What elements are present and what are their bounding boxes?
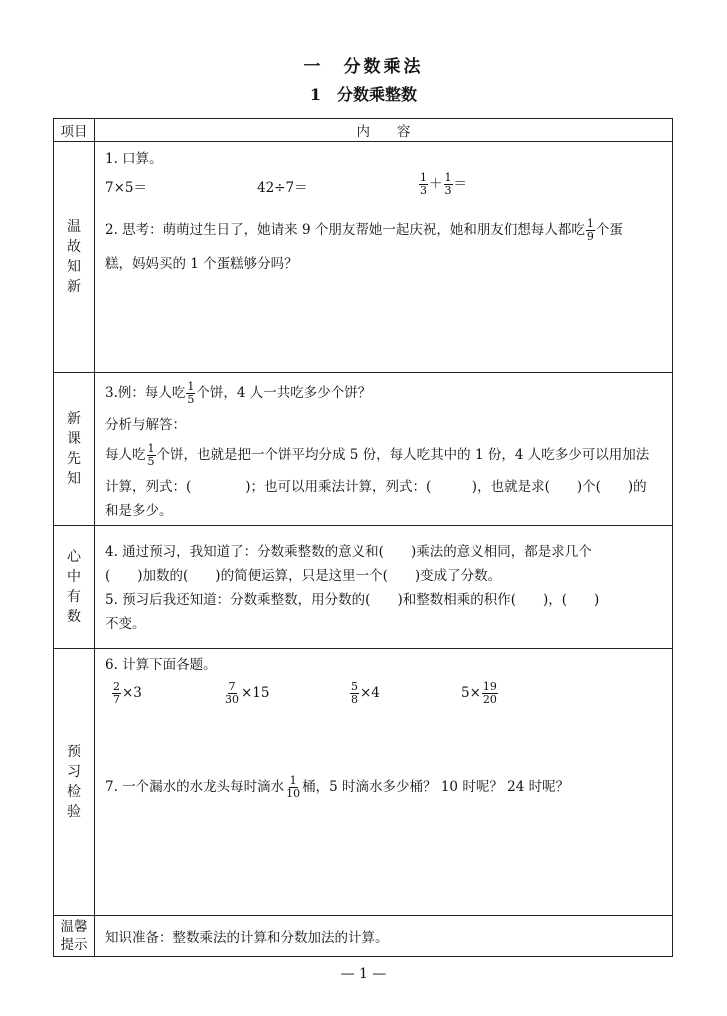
q4-line1: 4. 通过预习，我知道了：分数乘整数的意义和( )乘法的意义相同，都是求几个: [105, 544, 592, 560]
mind-content: [95, 526, 673, 649]
label-check: 预习检验: [54, 649, 95, 916]
lesson-title: 1 分数乘整数: [309, 85, 418, 104]
q3-line: 3.例：每人吃 $\frac{1}{5}$ 个饼，4 人一共吃多少个饼？: [105, 380, 372, 406]
q5-line2: 不变。: [105, 616, 146, 632]
q7-line: 7. 一个漏水的水龙头每时滴水 $\frac{1}{10}$ 桶，5 时滴水多少桶？ 10 时呢？ 24 时呢？: [105, 774, 570, 800]
analysis-line3: 和是多少。: [105, 503, 173, 519]
q6-exercises: [105, 681, 662, 713]
exercise-3: $\frac{5}{8}$ ×4: [351, 680, 380, 706]
header-item: 项目: [54, 119, 95, 142]
analysis-line2: 计算，列式：( )；也可以用乘法计算，列式：( )，也就是求( )个( )的: [105, 479, 647, 495]
exercise-4: 5× $\frac{19}{20}$: [461, 680, 497, 706]
q4-line2: ( )加数的( )的简便运算，只是这里一个( )变成了分数。: [105, 568, 502, 584]
tip-text: 知识准备：整数乘法的计算和分数加法的计算。: [105, 930, 389, 946]
label-tip: 温馨提示: [54, 916, 95, 957]
exercise-1: $\frac{2}{7}$ ×3: [113, 680, 142, 706]
exercise-2: $\frac{7}{30}$ ×15: [225, 680, 270, 706]
q1-expr-c: $\frac{1}{3}$ ＋ $\frac{1}{3}$ ＝: [420, 171, 467, 197]
q1-expr-a: 7×5＝: [105, 180, 147, 196]
header-content: 内 容: [95, 119, 673, 142]
label-new: 新课先知: [54, 373, 95, 526]
tip-content: [95, 916, 673, 957]
q1-title: 1. 口算。: [105, 151, 163, 167]
q1-expr-b: 42÷7＝: [257, 180, 308, 196]
label-mind: 心中有数: [54, 526, 95, 649]
fraction: $\frac{1}{9}$: [586, 217, 594, 243]
label-review: 温故知新: [54, 142, 95, 373]
fraction: $\frac{1}{3}$: [420, 171, 427, 197]
section-title: 一 分数乘法: [303, 57, 424, 77]
review-content: [95, 142, 673, 373]
fraction: $\frac{1}{3}$: [444, 171, 452, 197]
analysis-label: 分析与解答：: [105, 417, 186, 433]
analysis-line1: 每人吃 $\frac{1}{5}$ 个饼，也就是把一个饼平均分成 5 份，每人吃其中的 1 份，4 人吃多少可以用加法: [105, 442, 650, 468]
page-number: — 1 —: [340, 966, 387, 982]
q2-line2: 糕，妈妈买的 1 个蛋糕够分吗？: [105, 256, 298, 272]
fraction: $\frac{1}{10}$: [286, 774, 301, 800]
q6-title: 6. 计算下面各题。: [105, 657, 217, 673]
fraction: $\frac{1}{5}$: [147, 442, 155, 468]
fraction: $\frac{1}{5}$: [187, 380, 195, 406]
q5-line1: 5. 预习后我还知道：分数乘整数，用分数的( )和整数相乘的积作( )，( ): [105, 592, 600, 608]
check-content: [95, 649, 673, 916]
new-content: [95, 373, 673, 526]
q2-line1: 2. 思考：萌萌过生日了，她请来 9 个朋友帮她一起庆祝，她和朋友们想每人都吃 $\frac{1}{9}$ 个蛋: [105, 217, 623, 243]
worksheet-table: [53, 118, 673, 957]
